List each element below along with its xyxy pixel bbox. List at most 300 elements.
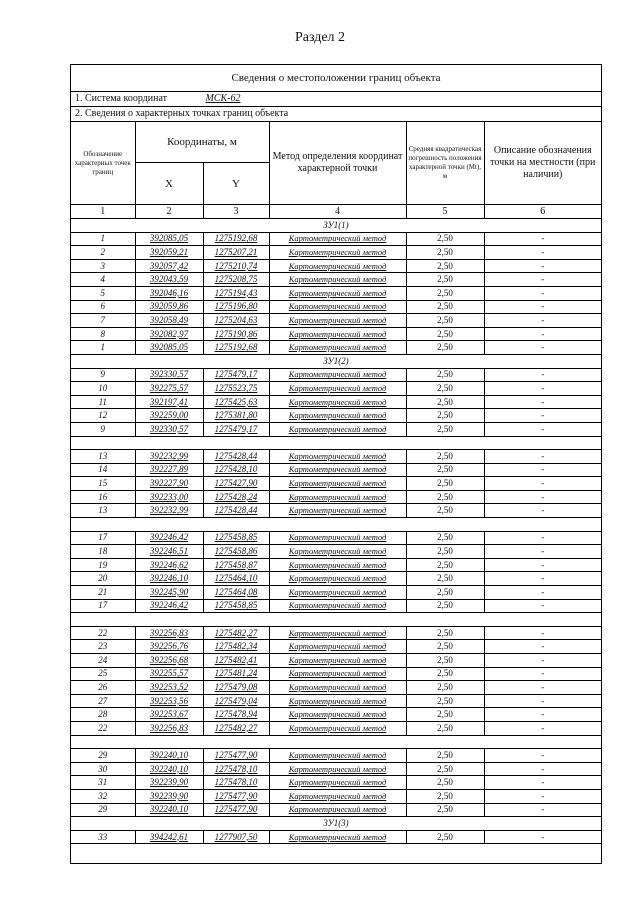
description-cell: - (484, 681, 601, 695)
description-cell: - (484, 708, 601, 722)
method-cell: Картометрический метод (269, 694, 406, 708)
point-number: 20 (71, 572, 135, 586)
point-number: 29 (71, 803, 135, 817)
coord-y: 1275427,90 (203, 477, 269, 491)
method-cell: Картометрический метод (269, 422, 406, 436)
coord-y: 1275208,75 (203, 273, 269, 287)
coord-y: 1275482,34 (203, 640, 269, 654)
method-cell: Картометрический метод (269, 314, 406, 328)
point-number: 13 (71, 450, 135, 464)
coord-x: 392046,16 (135, 286, 203, 300)
point-number: 18 (71, 545, 135, 559)
method-cell: Картометрический метод (269, 545, 406, 559)
coord-x: 392246,42 (135, 531, 203, 545)
error-cell: 2,50 (406, 327, 484, 341)
description-cell: - (484, 246, 601, 260)
point-number: 7 (71, 314, 135, 328)
coord-y: 1275196,80 (203, 300, 269, 314)
error-cell: 2,50 (406, 708, 484, 722)
table-row (71, 463, 601, 477)
coord-x: 392246,10 (135, 572, 203, 586)
point-number: 21 (71, 586, 135, 600)
method-cell: Картометрический метод (269, 558, 406, 572)
point-number: 27 (71, 694, 135, 708)
table-row (71, 286, 601, 300)
point-number: 26 (71, 681, 135, 695)
zone-header-row (71, 219, 601, 233)
description-cell: - (484, 803, 601, 817)
error-cell: 2,50 (406, 450, 484, 464)
coord-x: 392259,00 (135, 409, 203, 423)
table-row (71, 558, 601, 572)
error-cell: 2,50 (406, 721, 484, 735)
description-cell: - (484, 749, 601, 763)
coord-x: 392255,57 (135, 667, 203, 681)
table-row (71, 776, 601, 790)
coord-x: 392253,52 (135, 681, 203, 695)
error-cell: 2,50 (406, 803, 484, 817)
point-number: 16 (71, 490, 135, 504)
separator-cell (71, 613, 601, 627)
description-cell: - (484, 558, 601, 572)
points-header: 2. Сведения о характерных точках границ объекта (71, 107, 601, 122)
method-cell: Картометрический метод (269, 286, 406, 300)
point-number: 28 (71, 708, 135, 722)
coord-x: 392232,99 (135, 504, 203, 518)
point-number: 33 (71, 830, 135, 844)
coord-x: 392240,10 (135, 749, 203, 763)
table-row (71, 314, 601, 328)
coord-y: 1275478,94 (203, 708, 269, 722)
separator-cell (71, 436, 601, 450)
error-cell: 2,50 (406, 490, 484, 504)
error-cell: 2,50 (406, 762, 484, 776)
description-cell: - (484, 504, 601, 518)
error-cell: 2,50 (406, 558, 484, 572)
coord-x: 392253,67 (135, 708, 203, 722)
method-cell: Картометрический метод (269, 368, 406, 382)
method-cell: Картометрический метод (269, 450, 406, 464)
description-cell: - (484, 531, 601, 545)
coord-x: 392239,90 (135, 789, 203, 803)
coord-x: 392246,51 (135, 545, 203, 559)
coord-y: 1275482,27 (203, 626, 269, 640)
error-cell: 2,50 (406, 681, 484, 695)
method-cell: Картометрический метод (269, 395, 406, 409)
description-cell: - (484, 667, 601, 681)
method-cell: Картометрический метод (269, 599, 406, 613)
point-number: 30 (71, 762, 135, 776)
coord-y: 1275479,17 (203, 422, 269, 436)
point-number: 31 (71, 776, 135, 790)
point-number: 2 (71, 246, 135, 260)
coord-x: 392253,56 (135, 694, 203, 708)
coord-y: 1275194,43 (203, 286, 269, 300)
description-cell: - (484, 830, 601, 844)
col-number: 5 (406, 205, 484, 219)
coord-x: 392240,10 (135, 762, 203, 776)
column-numbers-row (71, 205, 601, 219)
coord-system-value: МСК-62 (205, 93, 241, 104)
coord-y: 1275523,75 (203, 382, 269, 396)
page-title: Раздел 2 (294, 30, 346, 45)
separator-row (71, 518, 601, 532)
coord-x: 392239,90 (135, 776, 203, 790)
coord-y: 1275192,68 (203, 232, 269, 246)
table-row (71, 422, 601, 436)
method-cell: Картометрический метод (269, 789, 406, 803)
description-cell: - (484, 586, 601, 600)
table-row (71, 259, 601, 273)
description-cell: - (484, 341, 601, 355)
error-cell: 2,50 (406, 341, 484, 355)
table-row (71, 708, 601, 722)
point-number: 25 (71, 667, 135, 681)
coord-y: 1275458,85 (203, 599, 269, 613)
point-number: 9 (71, 368, 135, 382)
error-cell: 2,50 (406, 395, 484, 409)
method-cell: Картометрический метод (269, 708, 406, 722)
point-number: 24 (71, 654, 135, 668)
method-cell: Картометрический метод (269, 463, 406, 477)
description-cell: - (484, 789, 601, 803)
description-cell: - (484, 327, 601, 341)
col-header-x: X (135, 163, 203, 205)
error-cell: 2,50 (406, 409, 484, 423)
method-cell: Картометрический метод (269, 654, 406, 668)
table-row (71, 327, 601, 341)
table-row (71, 789, 601, 803)
coord-system-label: 1. Система координат (75, 93, 168, 104)
error-cell: 2,50 (406, 382, 484, 396)
method-cell: Картометрический метод (269, 382, 406, 396)
description-cell: - (484, 599, 601, 613)
point-number: 1 (71, 232, 135, 246)
coord-y: 1275482,27 (203, 721, 269, 735)
table-row (71, 341, 601, 355)
coord-y: 1275425,63 (203, 395, 269, 409)
coord-x: 392246,62 (135, 558, 203, 572)
point-number: 11 (71, 395, 135, 409)
description-cell: - (484, 422, 601, 436)
error-cell: 2,50 (406, 504, 484, 518)
table-row (71, 490, 601, 504)
coord-x: 392246,42 (135, 599, 203, 613)
description-cell: - (484, 640, 601, 654)
col-number: 6 (484, 205, 601, 219)
error-cell: 2,50 (406, 572, 484, 586)
coord-x: 392197,41 (135, 395, 203, 409)
description-cell: - (484, 273, 601, 287)
method-cell: Картометрический метод (269, 341, 406, 355)
coord-y: 1275190,86 (203, 327, 269, 341)
col-header-coords: Координаты, м (135, 122, 269, 163)
table-row (71, 450, 601, 464)
coord-y: 1275458,86 (203, 545, 269, 559)
table-row (71, 654, 601, 668)
table-row (71, 504, 601, 518)
error-cell: 2,50 (406, 422, 484, 436)
error-cell: 2,50 (406, 586, 484, 600)
coord-x: 392330,57 (135, 368, 203, 382)
method-cell: Картометрический метод (269, 776, 406, 790)
error-cell: 2,50 (406, 654, 484, 668)
coord-y: 1275210,74 (203, 259, 269, 273)
zone-label: ЗУ1(2) (71, 354, 601, 368)
coord-y: 1275481,24 (203, 667, 269, 681)
coord-y: 1275482,41 (203, 654, 269, 668)
col-number: 2 (135, 205, 203, 219)
table-row (71, 368, 601, 382)
col-number: 3 (203, 205, 269, 219)
method-cell: Картометрический метод (269, 586, 406, 600)
method-cell: Картометрический метод (269, 667, 406, 681)
description-cell: - (484, 395, 601, 409)
error-cell: 2,50 (406, 246, 484, 260)
point-number: 22 (71, 721, 135, 735)
point-number: 1 (71, 341, 135, 355)
coord-y: 1275381,80 (203, 409, 269, 423)
table-row (71, 721, 601, 735)
error-cell: 2,50 (406, 300, 484, 314)
table-row (71, 273, 601, 287)
coord-system-row (71, 92, 601, 107)
coord-y: 1275428,24 (203, 490, 269, 504)
description-cell: - (484, 232, 601, 246)
coord-x: 392085,05 (135, 341, 203, 355)
description-cell: - (484, 463, 601, 477)
error-cell: 2,50 (406, 667, 484, 681)
method-cell: Картометрический метод (269, 640, 406, 654)
point-number: 14 (71, 463, 135, 477)
description-cell: - (484, 368, 601, 382)
coord-y: 1275428,10 (203, 463, 269, 477)
description-cell: - (484, 721, 601, 735)
method-cell: Картометрический метод (269, 477, 406, 491)
method-cell: Картометрический метод (269, 409, 406, 423)
coord-y: 1275478,10 (203, 776, 269, 790)
description-cell: - (484, 409, 601, 423)
error-cell: 2,50 (406, 314, 484, 328)
table-row (71, 382, 601, 396)
description-cell: - (484, 286, 601, 300)
description-cell: - (484, 626, 601, 640)
error-cell: 2,50 (406, 232, 484, 246)
description-cell: - (484, 490, 601, 504)
coord-y: 1275204,63 (203, 314, 269, 328)
coord-y: 1275479,08 (203, 681, 269, 695)
col-header-error: Средняя квадратическая погрешность положения характерной точки (Mt), м (406, 122, 484, 205)
table-row (71, 409, 601, 423)
point-number: 10 (71, 382, 135, 396)
coord-y: 1275428,44 (203, 450, 269, 464)
method-cell: Картометрический метод (269, 681, 406, 695)
method-cell: Картометрический метод (269, 531, 406, 545)
table-row (71, 586, 601, 600)
separator-cell (71, 518, 601, 532)
description-cell: - (484, 300, 601, 314)
point-number: 32 (71, 789, 135, 803)
point-number: 6 (71, 300, 135, 314)
coord-x: 392085,05 (135, 232, 203, 246)
point-number: 13 (71, 504, 135, 518)
point-number: 23 (71, 640, 135, 654)
point-number: 22 (71, 626, 135, 640)
coord-x: 392256,83 (135, 721, 203, 735)
error-cell: 2,50 (406, 599, 484, 613)
error-cell: 2,50 (406, 626, 484, 640)
method-cell: Картометрический метод (269, 572, 406, 586)
coord-y: 1275477,90 (203, 803, 269, 817)
point-number: 8 (71, 327, 135, 341)
zone-header-row (71, 817, 601, 831)
error-cell: 2,50 (406, 273, 484, 287)
coord-x: 392058,49 (135, 314, 203, 328)
table-row (71, 830, 601, 844)
method-cell: Картометрический метод (269, 803, 406, 817)
error-cell: 2,50 (406, 776, 484, 790)
coord-y: 1275428,44 (203, 504, 269, 518)
coord-y: 1275207,21 (203, 246, 269, 260)
table-row (71, 545, 601, 559)
coord-x: 392059,21 (135, 246, 203, 260)
coord-x: 392256,68 (135, 654, 203, 668)
method-cell: Картометрический метод (269, 749, 406, 763)
coord-y: 1275464,10 (203, 572, 269, 586)
point-number: 29 (71, 749, 135, 763)
method-cell: Картометрический метод (269, 721, 406, 735)
table-row (71, 531, 601, 545)
table-row (71, 681, 601, 695)
point-number: 15 (71, 477, 135, 491)
coord-x: 392256,83 (135, 626, 203, 640)
coord-x: 392256,76 (135, 640, 203, 654)
table-row (71, 762, 601, 776)
zone-label: ЗУ1(1) (71, 219, 601, 233)
error-cell: 2,50 (406, 286, 484, 300)
error-cell: 2,50 (406, 531, 484, 545)
description-cell: - (484, 572, 601, 586)
table-row (71, 246, 601, 260)
error-cell: 2,50 (406, 640, 484, 654)
coord-y: 1275479,04 (203, 694, 269, 708)
coord-y: 1275477,90 (203, 789, 269, 803)
method-cell: Картометрический метод (269, 762, 406, 776)
coord-x: 392227,89 (135, 463, 203, 477)
error-cell: 2,50 (406, 259, 484, 273)
point-number: 19 (71, 558, 135, 572)
table-row (71, 599, 601, 613)
method-cell: Картометрический метод (269, 626, 406, 640)
table-row (71, 477, 601, 491)
description-cell: - (484, 694, 601, 708)
description-cell: - (484, 477, 601, 491)
method-cell: Картометрический метод (269, 246, 406, 260)
coord-y: 1275464,08 (203, 586, 269, 600)
point-number: 4 (71, 273, 135, 287)
point-number: 12 (71, 409, 135, 423)
coord-x: 392057,42 (135, 259, 203, 273)
point-number: 17 (71, 531, 135, 545)
coord-x: 392275,57 (135, 382, 203, 396)
description-cell: - (484, 259, 601, 273)
coord-x: 394242,61 (135, 830, 203, 844)
coord-x: 392043,59 (135, 273, 203, 287)
method-cell: Картометрический метод (269, 504, 406, 518)
error-cell: 2,50 (406, 477, 484, 491)
table-row (71, 749, 601, 763)
separator-row (71, 735, 601, 749)
coord-x: 392240,10 (135, 803, 203, 817)
coord-y: 1275479,17 (203, 368, 269, 382)
description-cell: - (484, 762, 601, 776)
method-cell: Картометрический метод (269, 830, 406, 844)
col-header-description: Описание обозначения точки на местности (при наличии) (484, 122, 601, 205)
error-cell: 2,50 (406, 789, 484, 803)
table-row (71, 667, 601, 681)
col-header-method: Метод определения координат характерной точки (269, 122, 406, 205)
coord-y: 1277907,50 (203, 830, 269, 844)
method-cell: Картометрический метод (269, 232, 406, 246)
error-cell: 2,50 (406, 749, 484, 763)
coord-x: 392233,00 (135, 490, 203, 504)
point-number: 3 (71, 259, 135, 273)
error-cell: 2,50 (406, 545, 484, 559)
coord-y: 1275458,85 (203, 531, 269, 545)
coord-x: 392227,90 (135, 477, 203, 491)
table-row (71, 300, 601, 314)
col-number: 1 (71, 205, 135, 219)
col-header-point: Обозначение характерных точек границ (71, 122, 135, 205)
description-cell: - (484, 776, 601, 790)
coord-x: 392232,99 (135, 450, 203, 464)
table-row (71, 626, 601, 640)
section-header: Сведения о местоположении границ объекта (71, 65, 601, 92)
zone-label: ЗУ1(3) (71, 817, 601, 831)
coord-x: 392059,86 (135, 300, 203, 314)
description-cell: - (484, 654, 601, 668)
method-cell: Картометрический метод (269, 273, 406, 287)
error-cell: 2,50 (406, 463, 484, 477)
points-table (71, 122, 601, 844)
separator-row (71, 613, 601, 627)
col-number: 4 (269, 205, 406, 219)
zone-header-row (71, 354, 601, 368)
coord-y: 1275458,87 (203, 558, 269, 572)
coord-y: 1275478,10 (203, 762, 269, 776)
col-header-y: Y (203, 163, 269, 205)
table-row (71, 572, 601, 586)
coord-y: 1275477,90 (203, 749, 269, 763)
method-cell: Картометрический метод (269, 490, 406, 504)
separator-row (71, 436, 601, 450)
coord-x: 392330,57 (135, 422, 203, 436)
method-cell: Картометрический метод (269, 259, 406, 273)
error-cell: 2,50 (406, 694, 484, 708)
coord-y: 1275192,68 (203, 341, 269, 355)
coord-x: 392245,90 (135, 586, 203, 600)
table-row (71, 803, 601, 817)
method-cell: Картометрический метод (269, 300, 406, 314)
table-row (71, 232, 601, 246)
table-row (71, 640, 601, 654)
coord-x: 392082,97 (135, 327, 203, 341)
description-cell: - (484, 314, 601, 328)
error-cell: 2,50 (406, 368, 484, 382)
boundary-table-frame (70, 64, 602, 864)
description-cell: - (484, 382, 601, 396)
error-cell: 2,50 (406, 830, 484, 844)
